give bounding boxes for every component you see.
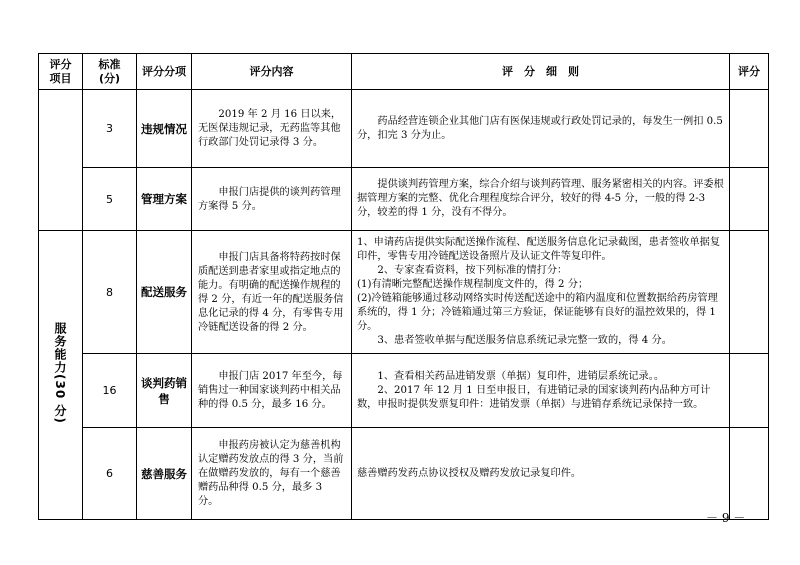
- standard-cell: 16: [83, 354, 137, 428]
- sub-item-cell: 慈善服务: [137, 428, 192, 520]
- sub-item-cell: 配送服务: [137, 231, 192, 354]
- score-cell: [730, 354, 769, 428]
- header-score: 评分: [730, 54, 769, 90]
- table-row: [39, 428, 769, 520]
- detail-line: 1、申请药店提供实际配送操作流程、配送服务信息化记录截图，患者签收单据复印件，零售专用冷链配送设备照片及认证文件等复印件。: [357, 237, 721, 262]
- content-cell: 申报门店提供的谈判药管理方案得 5 分。: [192, 168, 352, 231]
- detail-line: 1、查看相关药品进销发票（单据）复印件，进销层系统记录。。: [377, 370, 665, 382]
- table-row: [39, 90, 769, 168]
- category-cell-blank: [39, 90, 83, 231]
- detail-cell: [352, 428, 730, 520]
- detail-cell: [352, 90, 730, 168]
- table-row: [39, 168, 769, 231]
- standard-cell: 6: [83, 428, 137, 520]
- table-header-row: [39, 54, 769, 90]
- sub-item-cell: 违规情况: [137, 90, 192, 168]
- header-detail: 评 分 细 则: [352, 54, 730, 90]
- detail-cell: [352, 231, 730, 354]
- detail-line: (1)有清晰完整配送操作规程制度文件的，得 2 分；: [357, 279, 589, 290]
- header-category: 评分项目: [39, 54, 83, 90]
- table-row: [39, 354, 769, 428]
- content-cell: 申报药房被认定为慈善机构认定赠药发放点的得 3 分，当前在做赠药发放的，每有一个慈善赠药品种得 0.5 分，最多 3 分。: [192, 428, 352, 520]
- header-content: 评分内容: [192, 54, 352, 90]
- score-cell: [730, 231, 769, 354]
- standard-cell: 5: [83, 168, 137, 231]
- content-cell: 申报门店 2017 年至今，每销售过一种国家谈判药中相关品种的得 0.5 分，最多 16 分。: [192, 354, 352, 428]
- category-cell: [39, 231, 83, 520]
- category-label: 服务能力(30 分): [53, 322, 67, 424]
- score-cell: [730, 428, 769, 520]
- detail-line: 提供谈判药管理方案，综合介绍与谈判药管理、服务紧密相关的内容。评委根据管理方案的完整、优化合理程度综合评分，较好的得 4-5 分，一般的得 2-3 分，较差的得 1 分，没有不得分。: [357, 179, 724, 218]
- standard-cell: 3: [83, 90, 137, 168]
- standard-cell: 8: [83, 231, 137, 354]
- header-standard: 标准(分): [83, 54, 137, 90]
- header-sub-item: 评分分项: [137, 54, 192, 90]
- detail-line: 2、专家查看资料，按下列标准的情打分：: [377, 265, 568, 276]
- detail-line: (2)冷链箱能够通过移动网络实时传送配送途中的箱内温度和位置数据给药房管理系统的，得 1 分；冷链箱通过第三方验证，保证能够有良好的温控效果的，得 1 分。: [357, 293, 718, 332]
- score-cell: [730, 90, 769, 168]
- detail-cell: [352, 168, 730, 231]
- content-cell: 2019 年 2 月 16 日以来，无医保违规记录，无药监等其他行政部门处罚记录得 3 分。: [192, 90, 352, 168]
- detail-line: 2、2017 年 12 月 1 日至申报日，有进销记录的国家谈判药内品种方可计数，申报时提供发票复印件：进销发票（单据）与进销存系统记录保持一致。: [357, 384, 711, 410]
- sub-item-cell: 管理方案: [137, 168, 192, 231]
- scoring-table: [38, 53, 769, 520]
- detail-line: 药品经营连锁企业其他门店有医保违规或行政处罚记录的，每发生一例扣 0.5 分，扣完 3 分为止。: [357, 115, 723, 141]
- page-number: － 9 －: [706, 511, 746, 525]
- content-cell: 申报门店具备将特药按时保质配送到患者家里或指定地点的能力。有明确的配送操作规程的得 2 分，有近一年的配送服务信息化记录的得 4 分，有零售专用冷链配送设备的得 2 分。: [192, 231, 352, 354]
- detail-cell: [352, 354, 730, 428]
- detail-line: 慈善赠药发药点协议授权及赠药发放记录复印件。: [357, 467, 582, 479]
- sub-item-cell: 谈判药销售: [137, 354, 192, 428]
- table-row: [39, 231, 769, 354]
- detail-line: 3、患者签收单据与配送服务信息系统记录完整一致的，得 4 分。: [377, 335, 672, 346]
- score-cell: [730, 168, 769, 231]
